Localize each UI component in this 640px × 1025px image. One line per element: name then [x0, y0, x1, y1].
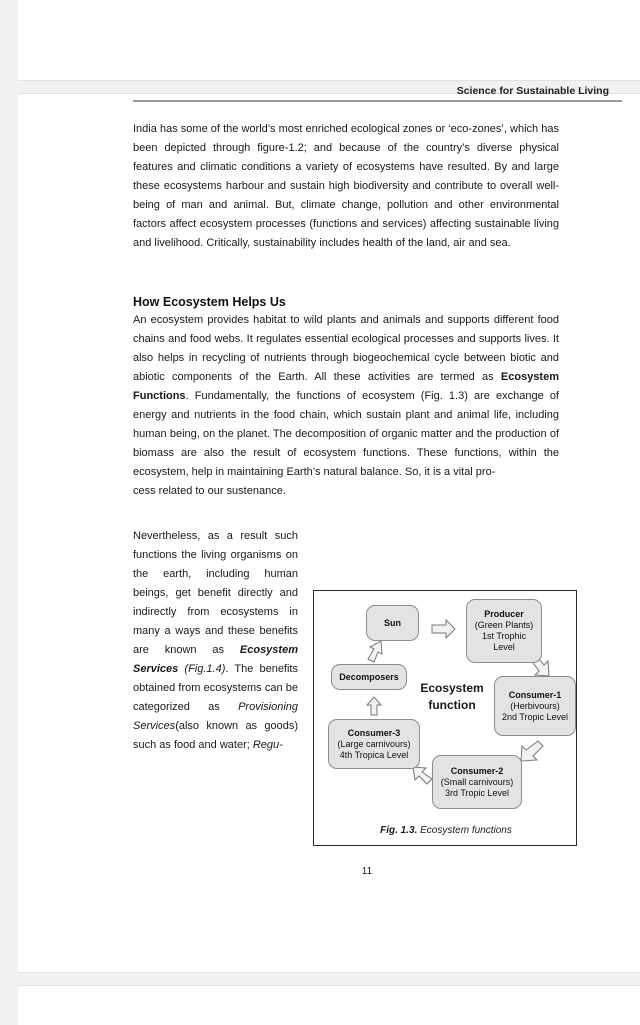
node-producer-line2: 1st Trophic: [481, 631, 527, 641]
node-decomposers: [331, 664, 407, 690]
paragraph-text: . Fundamentally, the functions of ecosystem (Fig. 1.3) are exchange of energy and nutrients in the food chain, which sustain plant and animal life, including human being, on the planet. The decomposition of organic matter and the production of biomass are also the result of ecosystem functions. These functions, within the ecosystem, help in maintaining Earth’s natural balance. So, it is a vital pro-: [133, 390, 559, 478]
section-paragraph-2: [133, 527, 298, 755]
center-label: Ecosystem function: [420, 681, 484, 712]
intro-paragraph: India has some of the world’s most enriched ecological zones or ‘eco-zones’, which has been depicted through figure-1.2; and because of the country’s diverse physical features and climatic conditions a variety of ecosystems have resulted. By and large these ecosystems harbour and sustain high biodiversity and contribute to overall well-being of man and animal. But, climate change, pollution and other environmental factors affect ecosystem processes (functions and services) affecting sustainable living and livelihood. Critically, sustainability includes health of the land, air and sea.: [133, 123, 559, 249]
node-consumer2-line1: (Small carnivours): [440, 776, 514, 787]
arrow-consumer2-to-consumer3: [413, 767, 432, 784]
node-consumer1-line2: 2nd Tropic Level: [501, 711, 569, 722]
node-consumer3-line2: 4th Tropica Level: [339, 749, 409, 760]
paragraph-text: . The benefits obtained from ecosystems can be categorized as: [133, 663, 298, 713]
node-sun: [366, 605, 419, 641]
node-consumer3: [328, 719, 420, 769]
page-number: 11: [361, 866, 373, 877]
term-regulating: Regu-: [252, 739, 283, 751]
node-consumer1-title: Consumer-1: [508, 689, 562, 700]
node-producer-line3: Level: [493, 642, 515, 652]
node-sun-title: Sun: [384, 617, 401, 628]
figure-reference: (Fig.1.4): [184, 663, 226, 675]
ecosystem-function-figure: [313, 590, 577, 846]
section-paragraph-1: [133, 311, 559, 501]
node-consumer2-line2: 3rd Tropic Level: [444, 787, 510, 798]
next-page: [18, 985, 640, 1025]
previous-page: [18, 0, 640, 81]
node-producer-line1: (Green Plants): [474, 620, 534, 630]
section-heading: How Ecosystem Helps Us: [133, 295, 286, 309]
arrow-decomposers-to-sun: [368, 641, 382, 662]
term-ecosystem-services: Ecosystem Services: [133, 644, 298, 675]
node-decomposers-title: Decomposers: [339, 671, 399, 682]
figure-caption-text: Ecosystem functions: [420, 825, 512, 836]
figure-caption-label: Fig. 1.3.: [380, 825, 418, 836]
node-consumer1: [494, 676, 576, 736]
paragraph-tail: cess related to our sustenance.: [133, 485, 286, 497]
paragraph-text: Nevertheless, as a result such functions the living organisms on the earth, including human beings, get benefit directly and indirectly from ecosystems in many a ways and these benefits are known as: [133, 530, 298, 656]
figure-caption: [314, 825, 578, 836]
node-consumer2: [432, 755, 522, 809]
term-provisioning-services: Provisioning Services: [133, 701, 298, 732]
term-ecosystem-functions: Ecosystem Functions: [133, 371, 559, 402]
arrow-sun-to-producer: [432, 620, 455, 638]
node-producer-title: Producer: [484, 609, 524, 619]
paragraph-text: (also known as goods) such as food and water;: [133, 720, 298, 751]
paragraph-text: An ecosystem provides habitat to wild plants and animals and supports different food chains and food webs. It regulates essential ecological processes and supports lives. It also helps in recycling of nutrients through biogeochemical cycle between biotic and abiotic components of the Earth. All these activities are termed as: [133, 314, 559, 383]
node-consumer3-line1: (Large carnivours): [337, 738, 411, 749]
arrow-consumer3-to-decomposers: [367, 697, 381, 715]
running-head: Science for Sustainable Living: [456, 85, 609, 97]
arrow-consumer1-to-consumer2: [521, 741, 543, 761]
node-consumer2-title: Consumer-2: [450, 765, 504, 776]
node-consumer1-line1: (Herbivours): [510, 700, 560, 711]
header-rule: [133, 100, 622, 102]
node-producer: [466, 599, 542, 663]
node-consumer3-title: Consumer-3: [347, 727, 401, 738]
